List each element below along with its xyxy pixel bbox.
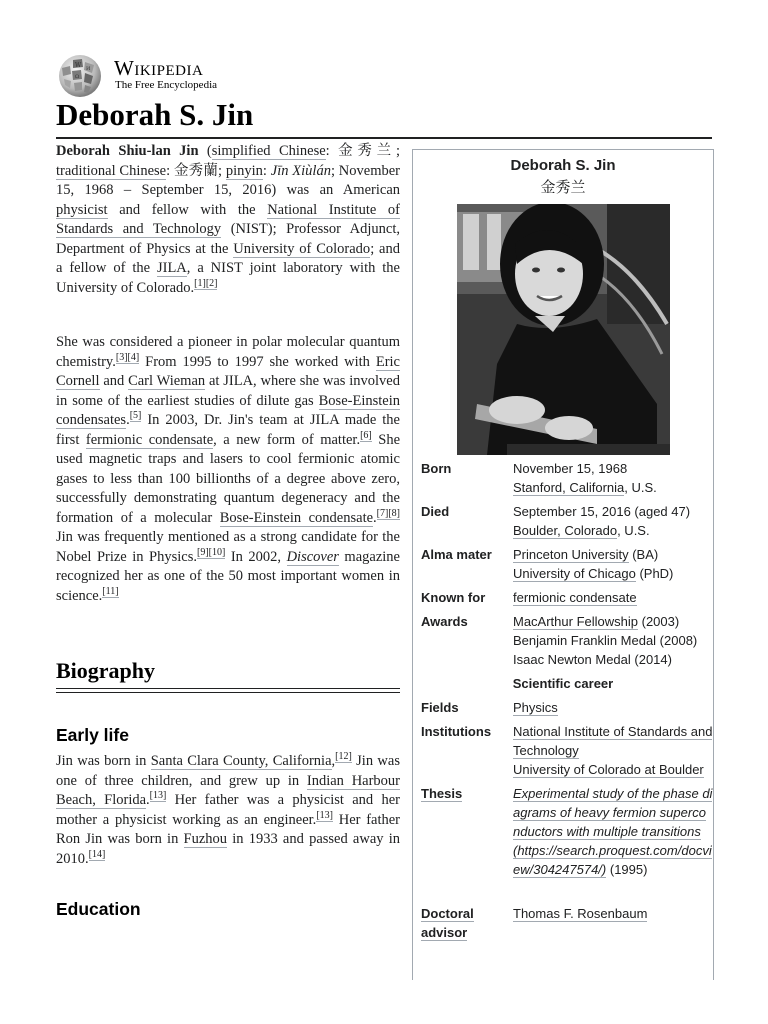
born-date: November 15, 1968 [513,461,628,476]
link-bose-einstein-condensates[interactable]: Bose-Einstein condensates [56,392,400,428]
ref-link[interactable]: [9] [196,546,209,558]
subject-name: Deborah Shiu-lan Jin [56,143,199,159]
ref-link[interactable]: [12] [335,751,352,763]
ref-link[interactable]: [14] [88,848,106,860]
ref-link[interactable]: [10] [208,546,226,558]
award-item: Isaac Newton Medal (2014) [513,652,672,667]
section-heading-biography: Biography [56,658,156,683]
title-divider [56,137,712,139]
link-stanford-california[interactable]: Stanford, California [513,480,625,495]
link-discover-magazine[interactable]: Discover [286,548,339,565]
portrait-photo[interactable] [457,204,670,455]
ref-link[interactable]: [5] [129,410,142,422]
link-santa-clara-county[interactable]: Santa Clara County, California [150,753,332,769]
ref-link[interactable]: [8] [388,507,401,519]
link-nist[interactable]: National Institute of Standards and Technology [56,201,400,237]
died-date: September 15, 2016 (aged 47) [513,504,691,519]
infobox-subheader-scientific-career: Scientific career [512,676,614,691]
infobox: Deborah S. Jin 金秀兰 Born November 15, 1968 Stanford, California, U.S. Died September 15, 2016 (aged 47) Boulder, Colorado, U.S. Alma mater Princeton University (BA) University of Chicago (PhD) Known for fermionic condensate Awards MacArthur Fellowship (2003) Benjamin Franklin Medal (2008) Isaac Newton Medal (2014) Scientific career Fields Physics Institutions National Institute of Standards and Technology University of Colorado at Boulder Thesis Experimental study of the phase diagrams of heavy fermion superconductors with multiple transitions (https://search.proquest.com/docview/304247574/) (1995) Doctoral advisor Thomas F. Rosenbaum [412,149,714,980]
link-university-of-chicago[interactable]: University of Chicago [513,566,636,581]
section-divider [56,688,400,693]
link-pinyin[interactable]: pinyin [225,162,263,179]
ref-link[interactable]: [3] [115,351,128,363]
link-university-of-colorado[interactable]: University of Colorado [233,240,371,257]
infobox-native-name: 金秀兰 [540,179,586,196]
infobox-label: Known for [421,590,486,605]
link-macarthur-fellowship[interactable]: MacArthur Fellowship [513,614,638,629]
award-item: Benjamin Franklin Medal (2008) [513,633,698,648]
early-life-paragraph: Jin was born in Santa Clara County, California,[12] Jin was one of three children, and grew up in Indian Harbour Beach, Florida.[13] Her father was a physicist and her mother a physicist working as an engineer.[13] Her father Ron Jin was born in Fuzhou in 1933 and passed away in 2010.[14] [56,751,401,867]
link-simplified-chinese[interactable]: simplified Chinese [211,143,326,159]
infobox-label: Born [421,461,452,476]
ref-link[interactable]: [6] [360,429,372,441]
link-thesis-title[interactable]: Experimental study of the phase diagrams of heavy fermion superconductors with multiple transitions (https://search.proquest.com/docview/304247574/) [513,786,713,877]
subsection-heading-early-life: Early life [56,725,129,745]
ref-link[interactable]: [4] [127,351,140,363]
link-bose-einstein-condensate[interactable]: Bose-Einstein condensate [219,509,374,526]
lead-paragraph-2: She was considered a pioneer in polar molecular quantum chemistry.[3][4] From 1995 to 1997 she worked with Eric Cornell and Carl Wieman at JILA, where she was involved in some of the earliest studies of dilute gas Bose-Einstein condensates.[5] In 2003, Dr. Jin's team at JILA made the first fermionic condensate, a new form of matter.[6] She used magnetic traps and lasers to cool fermionic atomic gases to less than 100 billionths of a degree above zero, successfully demonstrating quantum degeneracy and the formation of a molecular Bose-Einstein condensate.[7][8] Jin was frequently mentioned as a strong candidate for the Nobel Prize in Physics.[9][10] In 2002, Discover magazine recognized her as one of the 50 most important women in science.[11] [56,334,401,604]
link-nist-infobox[interactable]: National Institute of Standards and Technology [513,724,713,758]
infobox-name: Deborah S. Jin [510,157,616,174]
link-jila[interactable]: JILA [156,260,187,276]
infobox-label: Fields [421,700,459,715]
infobox-label: Awards [421,614,468,629]
link-indian-harbour-beach[interactable]: Indian Harbour Beach, Florida [56,772,401,808]
subsection-heading-education: Education [56,899,141,919]
infobox-label: Alma mater [421,547,492,562]
infobox-label: Died [421,504,450,519]
wikipedia-wordmark[interactable]: Wikipedia [114,56,204,80]
ref-link[interactable]: [13] [316,809,333,821]
wikipedia-globe-logo[interactable] [56,54,104,98]
ref-link[interactable]: [1] [194,277,206,289]
link-fermionic-condensate-infobox[interactable]: fermionic condensate [513,590,637,605]
link-thesis-label[interactable]: Thesis [421,786,463,801]
link-boulder-colorado[interactable]: Boulder, Colorado [513,523,618,538]
link-fuzhou[interactable]: Fuzhou [183,831,228,847]
link-fermionic-condensate[interactable]: fermionic condensate [85,431,214,448]
ref-link[interactable]: [7] [376,507,389,519]
ref-link[interactable]: [13] [149,790,167,802]
ref-link[interactable]: [11] [102,585,119,597]
link-thomas-rosenbaum[interactable]: Thomas F. Rosenbaum [513,906,648,921]
link-carl-wieman[interactable]: Carl Wieman [128,373,206,389]
link-physics[interactable]: Physics [513,700,558,715]
link-eric-cornell[interactable]: Eric Cornell [56,353,400,389]
link-princeton-university[interactable]: Princeton University [513,547,629,562]
lead-paragraph-1: Deborah Shiu-lan Jin (simplified Chinese: 金秀兰; traditional Chinese: 金秀蘭; pinyin: Jīn Xiùlán; November 15, 1968 – September 15, 2016) was an American physicist and fellow with the National Institute of Standards and Technology (NIST); Professor Adjunct, Department of Physics at the University of Colorado; and a fellow of the JILA, a NIST joint laboratory with the University of Colorado.[1][2] [56,143,401,296]
link-physicist[interactable]: physicist [56,201,108,218]
link-doctoral-advisor-label[interactable]: Doctoral advisor [421,906,474,940]
page-title: Deborah S. Jin [56,97,254,132]
svg-text:Ω: Ω [75,74,80,80]
ref-link[interactable]: [2] [205,277,218,289]
link-traditional-chinese[interactable]: traditional Chinese [56,162,167,179]
svg-text:И: И [86,66,91,72]
link-cu-boulder[interactable]: University of Colorado at Boulder [513,762,704,777]
infobox-label: Institutions [421,724,492,739]
svg-text:W: W [75,62,82,69]
wikipedia-tagline: The Free Encyclopedia [115,79,218,91]
